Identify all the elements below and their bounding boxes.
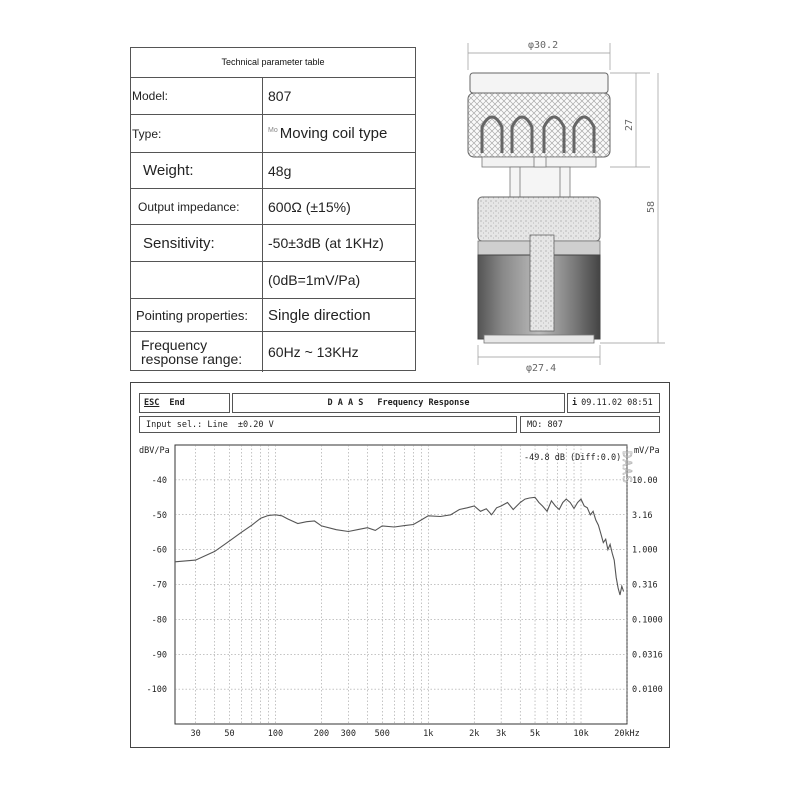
row-output-impedance (131, 189, 415, 225)
x-tick-label: 500 (374, 729, 390, 739)
y2-tick-label: 0.0316 (632, 650, 663, 661)
faint-overlap-text: Mo (268, 127, 278, 134)
top-cap (470, 73, 608, 93)
value-weight: 48g (268, 162, 292, 179)
label-output-impedance: Output impedance: (131, 189, 263, 224)
y2-tick-label: 0.1000 (632, 615, 663, 626)
mesh-grille (468, 93, 610, 157)
row-frequency-range (131, 332, 415, 372)
label-empty (131, 262, 263, 298)
technical-parameter-table (130, 47, 416, 371)
label-model: Model: (131, 77, 263, 114)
left-unit-label: dBV/Pa (139, 446, 170, 456)
info-icon: i (572, 398, 578, 408)
label-pointing: Pointing properties: (131, 299, 263, 331)
top-dimension (468, 40, 610, 70)
center-foam-insert (530, 235, 554, 331)
label-frequency-line2: response range: (141, 351, 243, 367)
table-title: Technical parameter table (131, 48, 415, 78)
value-pointing: Single direction (268, 306, 371, 324)
y2-tick-label: 10.00 (632, 475, 658, 486)
microphone-dimension-drawing (450, 35, 670, 375)
x-tick-label: 50 (224, 729, 235, 739)
label-frequency-range (131, 332, 263, 372)
x-tick-label: 100 (267, 729, 284, 739)
y-tick-label: -70 (151, 580, 167, 591)
x-tick-label: 2k (469, 729, 480, 739)
top-diameter-label: φ30.2 (528, 40, 559, 51)
row-model (131, 77, 415, 115)
value-model: 807 (268, 87, 292, 104)
foam-body (478, 197, 600, 241)
y2-tick-label: 0.0100 (632, 685, 663, 696)
right-unit-label: mV/Pa (634, 446, 660, 456)
y-tick-label: -100 (146, 685, 167, 696)
x-tick-label: 10k (573, 729, 589, 739)
value-type-text: Moving coil type (279, 125, 388, 142)
y-tick-label: -60 (151, 545, 167, 556)
label-sensitivity: Sensitivity: (131, 225, 263, 261)
bottom-ring (484, 335, 594, 343)
y2-tick-label: 1.000 (632, 545, 658, 556)
y-tick-label: -40 (151, 475, 167, 486)
row-type (131, 115, 415, 153)
label-type: Type: (131, 115, 263, 152)
daas-title: D A A S (327, 398, 364, 408)
bottom-dimension (478, 345, 600, 374)
y-tick-label: -90 (151, 650, 167, 661)
value-sensitivity-reference: (0dB=1mV/Pa) (268, 272, 361, 288)
x-tick-label: 20kHz (614, 729, 640, 739)
y-tick-label: -80 (151, 615, 167, 626)
daas-frequency-response-window (130, 382, 670, 748)
x-tick-label: 200 (313, 729, 330, 739)
x-tick-label: 300 (340, 729, 357, 739)
x-tick-label: 1k (423, 729, 434, 739)
x-tick-label: 30 (190, 729, 201, 739)
row-weight (131, 153, 415, 189)
total-height-label: 58 (646, 200, 657, 213)
model-field: MO: 807 (527, 419, 563, 430)
value-sensitivity: -50±3dB (at 1KHz) (268, 235, 384, 251)
label-weight: Weight: (131, 153, 263, 188)
end-label: End (169, 398, 185, 408)
datetime: 09.11.02 08:51 (581, 398, 653, 408)
value-output-impedance: 600Ω (±15%) (268, 198, 351, 215)
head-height-label: 27 (624, 118, 635, 131)
frequency-response-chart (131, 383, 671, 749)
row-pointing (131, 299, 415, 332)
x-tick-label: 5k (529, 729, 541, 739)
x-tick-label: 3k (496, 729, 507, 739)
input-sel: Input sel.: Line (146, 419, 228, 430)
value-type (268, 115, 415, 152)
y2-tick-label: 3.16 (632, 510, 653, 521)
y2-tick-label: 0.316 (632, 580, 658, 591)
esc-key-label: ESC (144, 398, 160, 408)
input-level: ±0.20 V (237, 419, 274, 430)
daas-watermark: DAAS (620, 451, 634, 484)
row-sensitivity (131, 225, 415, 262)
value-frequency-range: 60Hz ~ 13KHz (268, 344, 359, 360)
label-frequency-line1: Frequency (141, 337, 208, 353)
bottom-diameter-label: φ27.4 (526, 363, 557, 374)
frequency-response-title: Frequency Response (377, 398, 470, 408)
cursor-readout: -49.8 dB (Diff:0.0) (524, 453, 622, 463)
row-sensitivity-reference (131, 262, 415, 299)
y-tick-label: -50 (151, 510, 167, 521)
